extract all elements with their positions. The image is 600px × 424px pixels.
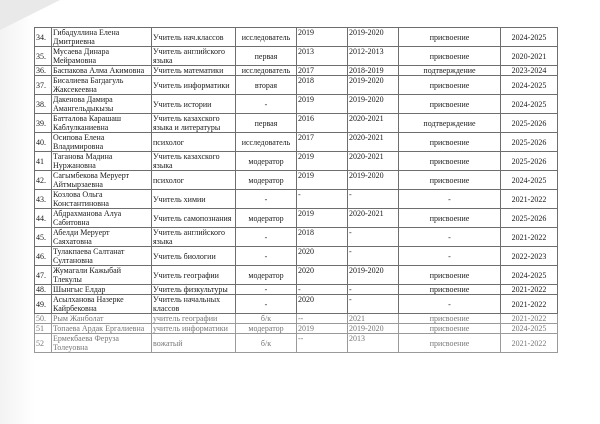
teacher-name: Батталова Карашаш Каблулканиевна xyxy=(52,114,152,133)
attestation-action: - xyxy=(399,190,501,209)
qualification-category: первая xyxy=(236,114,297,133)
teacher-name: Ермекбаева Феруза Толеуовна xyxy=(52,334,152,353)
qualification-category: б/к xyxy=(236,334,297,353)
attestation-due: 2024-2025 xyxy=(501,76,558,95)
qualification-category: - xyxy=(236,190,297,209)
attestation-due: 2024-2025 xyxy=(501,171,558,190)
qualification-category: модератор xyxy=(236,152,297,171)
attestation-action: подтверждение xyxy=(399,114,501,133)
year-assigned: 2018 xyxy=(297,76,348,95)
attestation-due: 2021-2022 xyxy=(501,295,558,314)
year-assigned: 2019 xyxy=(297,209,348,228)
course-period: - xyxy=(348,228,399,247)
attestation-due: 2024-2025 xyxy=(501,266,558,285)
qualification-category: вторая xyxy=(236,76,297,95)
row-number: 45. xyxy=(35,228,52,247)
row-number: 35. xyxy=(35,47,52,66)
attestation-action: - xyxy=(399,228,501,247)
teacher-name: Шынгыс Елдар xyxy=(52,285,152,295)
year-assigned: 2020 xyxy=(297,247,348,266)
course-period: 2020-2021 xyxy=(348,152,399,171)
teacher-position: Учитель казахского языка xyxy=(152,152,236,171)
teacher-name: Козлова Ольга Константиновна xyxy=(52,190,152,209)
course-period: 2019-2020 xyxy=(348,95,399,114)
course-period: 2020-2021 xyxy=(348,114,399,133)
course-period: 2012-2013 xyxy=(348,47,399,66)
attestation-action: - xyxy=(399,295,501,314)
teacher-name: Мусаева Динара Мейрамовна xyxy=(52,47,152,66)
course-period: 2019-2020 xyxy=(348,76,399,95)
qualification-category: модератор xyxy=(236,209,297,228)
row-number: 50. xyxy=(35,314,52,324)
row-number: 42. xyxy=(35,171,52,190)
attestation-due: 2021-2022 xyxy=(501,334,558,353)
table-row xyxy=(35,28,558,47)
year-assigned: -- xyxy=(297,334,348,353)
year-assigned: 2019 xyxy=(297,28,348,47)
attestation-due: 2025-2026 xyxy=(501,152,558,171)
year-assigned: 2019 xyxy=(297,171,348,190)
teacher-name: Бисалиева Багдагуль Жаксекеевна xyxy=(52,76,152,95)
table-row xyxy=(35,266,558,285)
row-number: 40. xyxy=(35,133,52,152)
qualification-category: исследователь xyxy=(236,28,297,47)
course-period: - xyxy=(348,190,399,209)
qualification-category: - xyxy=(236,95,297,114)
qualification-category: первая xyxy=(236,47,297,66)
attestation-due: 2022-2023 xyxy=(501,247,558,266)
qualification-category: модератор xyxy=(236,266,297,285)
teacher-position: Учитель географии xyxy=(152,266,236,285)
year-assigned: 2017 xyxy=(297,66,348,76)
qualification-category: б/к xyxy=(236,314,297,324)
teacher-position: Учитель математики xyxy=(152,66,236,76)
teacher-position: Учитель английского языка xyxy=(152,47,236,66)
teacher-name: Тулакпаева Салтанат Султановна xyxy=(52,247,152,266)
table-row xyxy=(35,66,558,76)
attestation-due: 2021-2022 xyxy=(501,190,558,209)
teacher-name: Осипова Елена Владимировна xyxy=(52,133,152,152)
course-period: 2013 xyxy=(348,334,399,353)
teacher-position: вожатый xyxy=(152,334,236,353)
teacher-name: Сагымбекова Меруерт Айтмырзаевна xyxy=(52,171,152,190)
attestation-action: присвоение xyxy=(399,209,501,228)
qualification-category: - xyxy=(236,228,297,247)
attestation-due: 2021-2022 xyxy=(501,314,558,324)
teacher-name: Дакенова Дамира Амангельдыкызы xyxy=(52,95,152,114)
year-assigned: 2019 xyxy=(297,95,348,114)
attestation-action: присвоение xyxy=(399,314,501,324)
teacher-position: Учитель физкультуры xyxy=(152,285,236,295)
teacher-position: Учитель начальных классов xyxy=(152,295,236,314)
attestation-action: присвоение xyxy=(399,152,501,171)
teacher-name: Таганова Мадина Нуржановна xyxy=(52,152,152,171)
year-assigned: - xyxy=(297,190,348,209)
teacher-name: Гибадуллина Елена Дмитриевна xyxy=(52,28,152,47)
table-row xyxy=(35,295,558,314)
attestation-due: 2021-2022 xyxy=(501,285,558,295)
year-assigned: 2013 xyxy=(297,47,348,66)
teacher-position: Учитель биологии xyxy=(152,247,236,266)
teacher-name: Абдрахманова Алуа Сабитовна xyxy=(52,209,152,228)
teacher-name: Асылханова Назерке Кайрбековна xyxy=(52,295,152,314)
year-assigned: 2018 xyxy=(297,228,348,247)
attestation-action: присвоение xyxy=(399,133,501,152)
attestation-action: присвоение xyxy=(399,95,501,114)
attestation-action: присвоение xyxy=(399,171,501,190)
table-row xyxy=(35,190,558,209)
course-period: - xyxy=(348,285,399,295)
course-period: 2019-2020 xyxy=(348,266,399,285)
table-row xyxy=(35,133,558,152)
course-period: - xyxy=(348,295,399,314)
teacher-position: Учитель нач.классов xyxy=(152,28,236,47)
table-row xyxy=(35,95,558,114)
table-row xyxy=(35,324,558,334)
teacher-position: учитель географии xyxy=(152,314,236,324)
attestation-due: 2024-2025 xyxy=(501,324,558,334)
qualification-category: исследователь xyxy=(236,133,297,152)
table-row xyxy=(35,285,558,295)
attestation-action: - xyxy=(399,247,501,266)
teacher-position: Учитель казахского языка и литературы xyxy=(152,114,236,133)
year-assigned: 2020 xyxy=(297,266,348,285)
row-number: 36. xyxy=(35,66,52,76)
teacher-position: Учитель самопознания xyxy=(152,209,236,228)
table-row xyxy=(35,314,558,324)
table-row xyxy=(35,76,558,95)
year-assigned: 2019 xyxy=(297,324,348,334)
teacher-position: Учитель химии xyxy=(152,190,236,209)
row-number: 49. xyxy=(35,295,52,314)
qualification-category: - xyxy=(236,247,297,266)
qualification-category: - xyxy=(236,295,297,314)
course-period: 2019-2020 xyxy=(348,28,399,47)
row-number: 38. xyxy=(35,95,52,114)
teacher-position: Учитель истории xyxy=(152,95,236,114)
attestation-action: присвоение xyxy=(399,76,501,95)
table-row xyxy=(35,247,558,266)
course-period: 2020-2021 xyxy=(348,133,399,152)
row-number: 48. xyxy=(35,285,52,295)
attestation-due: 2024-2025 xyxy=(501,95,558,114)
qualification-category: модератор xyxy=(236,324,297,334)
teacher-name: Баспакова Алма Акимовна xyxy=(52,66,152,76)
teacher-position: психолог xyxy=(152,171,236,190)
attestation-due: 2021-2022 xyxy=(501,228,558,247)
row-number: 46. xyxy=(35,247,52,266)
year-assigned: 2019 xyxy=(297,152,348,171)
staff-attestation-table xyxy=(34,27,558,353)
attestation-due: 2025-2026 xyxy=(501,114,558,133)
attestation-action: присвоение xyxy=(399,47,501,66)
teacher-name: Жумагали Кажыбай Тлекулы xyxy=(52,266,152,285)
attestation-due: 2023-2024 xyxy=(501,66,558,76)
teacher-position: Учитель информатики xyxy=(152,76,236,95)
row-number: 37. xyxy=(35,76,52,95)
qualification-category: модератор xyxy=(236,171,297,190)
course-period: 2021 xyxy=(348,314,399,324)
year-assigned: - xyxy=(297,285,348,295)
row-number: 43. xyxy=(35,190,52,209)
year-assigned: -- xyxy=(297,314,348,324)
attestation-action: присвоение xyxy=(399,334,501,353)
attestation-action: присвоение xyxy=(399,324,501,334)
qualification-category: - xyxy=(236,285,297,295)
year-assigned: 2017 xyxy=(297,133,348,152)
table-row xyxy=(35,152,558,171)
course-period: 2019-2020 xyxy=(348,171,399,190)
course-period: - xyxy=(348,247,399,266)
row-number: 34. xyxy=(35,28,52,47)
course-period: 2020-2021 xyxy=(348,209,399,228)
attestation-due: 2024-2025 xyxy=(501,28,558,47)
attestation-due: 2025-2026 xyxy=(501,133,558,152)
attestation-action: присвоение xyxy=(399,285,501,295)
year-assigned: 2020 xyxy=(297,295,348,314)
course-period: 2018-2019 xyxy=(348,66,399,76)
teacher-position: психолог xyxy=(152,133,236,152)
year-assigned: 2016 xyxy=(297,114,348,133)
teacher-name: Рым Жанболат xyxy=(52,314,152,324)
row-number: 41 xyxy=(35,152,52,171)
table-row xyxy=(35,171,558,190)
attestation-due: 2020-2021 xyxy=(501,47,558,66)
row-number: 39. xyxy=(35,114,52,133)
scan-margin xyxy=(0,0,34,424)
row-number: 52 xyxy=(35,334,52,353)
table-row xyxy=(35,209,558,228)
teacher-position: Учитель английского языка xyxy=(152,228,236,247)
row-number: 51 xyxy=(35,324,52,334)
attestation-due: 2025-2026 xyxy=(501,209,558,228)
table-row xyxy=(35,114,558,133)
teacher-position: учитель информатики xyxy=(152,324,236,334)
attestation-action: присвоение xyxy=(399,28,501,47)
table-row xyxy=(35,228,558,247)
teacher-name: Топаева Ардак Ергалиевна xyxy=(52,324,152,334)
attestation-action: присвоение xyxy=(399,266,501,285)
attestation-action: подтверждение xyxy=(399,66,501,76)
course-period: 2019-2020 xyxy=(348,324,399,334)
table-row xyxy=(35,47,558,66)
table-row xyxy=(35,334,558,353)
row-number: 47. xyxy=(35,266,52,285)
row-number: 44. xyxy=(35,209,52,228)
page-fold-corner xyxy=(0,0,60,30)
teacher-name: Абелди Меруерт Саяхатовна xyxy=(52,228,152,247)
qualification-category: исследователь xyxy=(236,66,297,76)
